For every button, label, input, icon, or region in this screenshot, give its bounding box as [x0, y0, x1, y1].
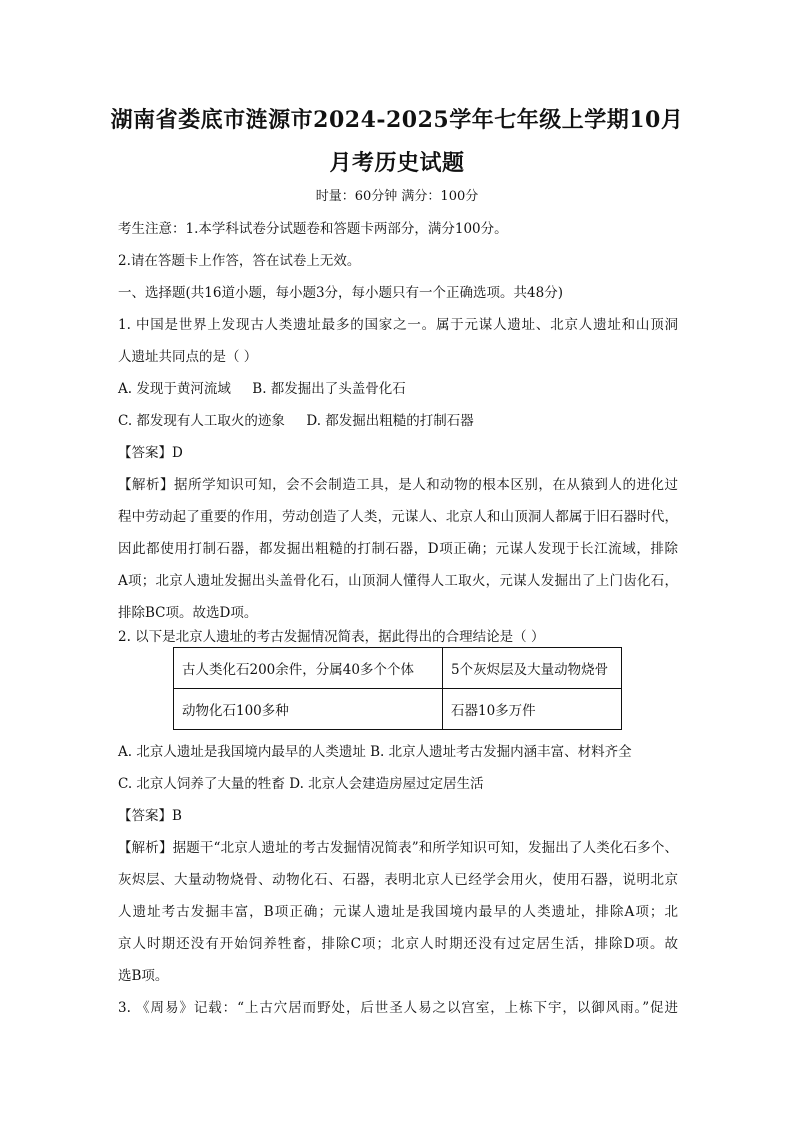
exam-meta: 时量：60分钟 满分：100分 [315, 189, 479, 204]
q2-analysis-line: 【解析】据题干“北京人遗址的考古发掘情况简表”和所学知识可知，发掘出了人类化石多个、 [118, 840, 678, 856]
q1-analysis-line: 程中劳动起了重要的作用，劳动创造了人类，元谋人、北京人和山顶洞人都属于旧石器时代， [118, 509, 678, 525]
table-cell: 动物化石100多种 [174, 689, 443, 730]
q2-analysis-line: 人遗址考古发掘丰富，B项正确；元谋人遗址是我国境内最早的人类遗址，排除A项；北 [118, 904, 678, 920]
q1-analysis-line: 因此都使用打制石器，都发掘出粗糙的打制石器，D项正确；元谋人发现于长江流域，排除 [118, 541, 678, 557]
table-row [174, 648, 622, 689]
q1-analysis-line: 【解析】据所学知识可知，会不会制造工具，是人和动物的根本区别，在从猿到人的进化过 [118, 477, 678, 493]
q2-analysis-line: 京人时期还没有开始饲养牲畜，排除C项；北京人时期还没有过定居生活，排除D项。故 [118, 936, 678, 952]
notice-line-2: 2.请在答题卡上作答，答在试卷上无效。 [118, 253, 361, 269]
q1-analysis-line: A项；北京人遗址发掘出头盖骨化石，山顶洞人懂得人工取火，元谋人发掘出了上门齿化石， [118, 573, 678, 589]
table-cell: 石器10多万件 [443, 689, 622, 730]
q1-stem-line1: 1. 中国是世界上发现古人类遗址最多的国家之一。属于元谋人遗址、北京人遗址和山顶洞 [118, 317, 678, 333]
q1-answer: 【答案】D [118, 445, 183, 461]
q2-answer: 【答案】B [118, 808, 182, 824]
q1-analysis-line: 排除BC项。故选D项。 [118, 605, 258, 621]
q2-stem: 2. 以下是北京人遗址的考古发掘情况简表，据此得出的合理结论是（ ） [118, 629, 545, 645]
q2-options-line1: A. 北京人遗址是我国境内最早的人类遗址 B. 北京人遗址考古发掘内涵丰富、材料齐全 [118, 744, 632, 760]
section-heading: 一、选择题(共16道小题，每小题3分，每小题只有一个正确选项。共48分) [118, 285, 563, 301]
q1-stem-line2: 人遗址共同点的是（ ） [118, 349, 258, 365]
q1-options-line1: A. 发现于黄河流域 B. 都发掘出了头盖骨化石 [118, 381, 406, 397]
q2-options-line2: C. 北京人饲养了大量的牲畜 D. 北京人会建造房屋过定居生活 [118, 776, 484, 792]
q1-options-line2: C. 都发现有人工取火的迹象 D. 都发掘出粗糙的打制石器 [118, 413, 474, 429]
page-title-line1: 湖南省娄底市涟源市2024-2025学年七年级上学期10月 [110, 107, 684, 133]
q2-analysis-line: 灰烬层、大量动物烧骨、动物化石、石器，表明北京人已经学会用火，使用石器，说明北京 [118, 872, 678, 888]
table-cell: 5个灰烬层及大量动物烧骨 [443, 648, 622, 689]
q3-stem-line1: 3. 《周易》记载：“上古穴居而野处，后世圣人易之以宫室，上栋下宇，以御风雨。”促进 [118, 1000, 678, 1016]
notice-line-1: 考生注意：1.本学科试卷分试题卷和答题卡两部分，满分100分。 [118, 221, 508, 237]
table-cell: 古人类化石200余件，分属40多个个体 [174, 648, 443, 689]
q2-analysis-line: 选B项。 [118, 968, 169, 984]
table-row [174, 689, 622, 730]
page-title-line2: 月考历史试题 [329, 150, 465, 176]
excavation-table [173, 647, 622, 730]
